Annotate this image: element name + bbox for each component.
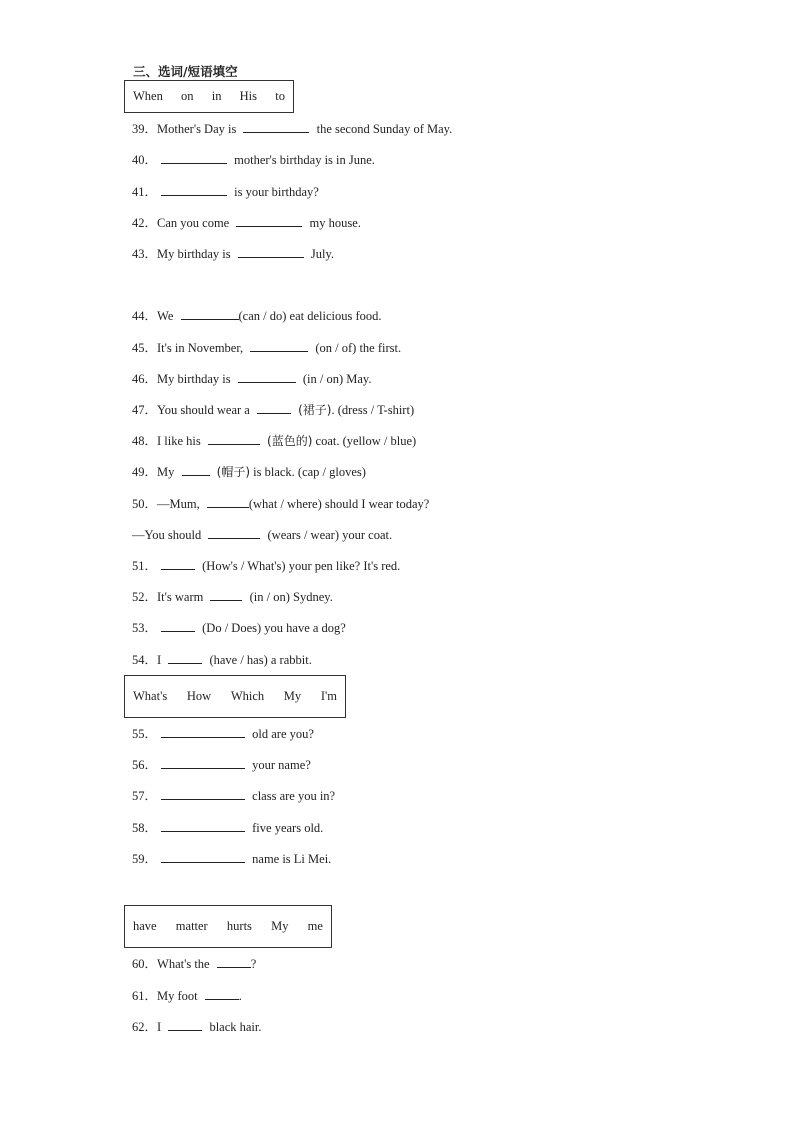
question-61	[132, 987, 242, 1005]
question-number: 45．	[132, 341, 158, 355]
question-43	[132, 245, 334, 263]
answer-blank[interactable]	[168, 1018, 202, 1031]
word-option: matter	[175, 919, 208, 933]
question-text: (what / where) should I wear today?	[248, 497, 430, 511]
question-53	[132, 619, 346, 637]
word-option: How	[186, 689, 212, 703]
question-number: 49．	[132, 465, 158, 479]
question-56	[132, 756, 311, 774]
question-41	[132, 183, 319, 201]
question-text: class are you in?	[252, 789, 336, 803]
question-number: 47．	[132, 403, 158, 417]
answer-blank[interactable]	[161, 725, 245, 738]
question-text: (in / on) Sydney.	[249, 590, 333, 604]
question-number: 53．	[132, 621, 158, 635]
question-number: 59．	[132, 852, 158, 866]
question-text: I	[157, 1020, 162, 1034]
word-option: in	[211, 89, 222, 103]
question-number: 60．	[132, 957, 158, 971]
question-number: 58．	[132, 821, 158, 835]
question-number: 54．	[132, 653, 158, 667]
answer-blank[interactable]	[161, 850, 245, 863]
question-54	[132, 651, 312, 669]
question-text: five years old.	[252, 821, 324, 835]
answer-blank[interactable]	[161, 183, 227, 196]
section-title: 三、选词/短语填空	[133, 64, 238, 79]
question-text: your name?	[252, 758, 311, 772]
question-text: is your birthday?	[234, 185, 319, 199]
answer-blank[interactable]	[161, 756, 245, 769]
question-text: mother's birthday is in June.	[234, 153, 375, 167]
question-text: Mother's Day is	[157, 122, 237, 136]
answer-blank[interactable]	[210, 588, 242, 601]
question-text: (on / of) the first.	[315, 341, 402, 355]
question-text: .	[238, 989, 242, 1003]
question-number: 48．	[132, 434, 158, 448]
question-50-response	[132, 526, 392, 544]
answer-blank[interactable]	[238, 245, 304, 258]
question-51	[132, 557, 400, 575]
question-number: 55．	[132, 727, 158, 741]
word-option: When	[133, 89, 163, 103]
question-text: (wears / wear) your coat.	[267, 528, 393, 542]
answer-blank[interactable]	[217, 955, 251, 968]
answer-blank[interactable]	[243, 120, 309, 133]
question-45	[132, 339, 401, 357]
word-option: on	[181, 89, 194, 103]
question-text: It's warm	[157, 590, 204, 604]
question-text: I	[157, 653, 162, 667]
answer-blank[interactable]	[236, 214, 302, 227]
word-option: What's	[133, 689, 168, 703]
chinese-hint: (蓝色的)	[267, 434, 313, 448]
chinese-hint: (裙子)	[298, 403, 332, 417]
question-text: (in / on) May.	[302, 372, 372, 386]
question-text: (can / do) eat delicious food.	[238, 309, 382, 323]
question-42	[132, 214, 361, 232]
word-box-3	[124, 905, 332, 948]
question-number: 62．	[132, 1020, 158, 1034]
question-48	[132, 432, 416, 450]
question-text: name is Li Mei.	[252, 852, 332, 866]
question-text: (Do / Does) you have a dog?	[202, 621, 346, 635]
question-number: 46．	[132, 372, 158, 386]
answer-blank[interactable]	[181, 307, 239, 320]
question-text: It's in November,	[157, 341, 244, 355]
question-number: 51．	[132, 559, 158, 573]
answer-blank[interactable]	[161, 557, 195, 570]
question-text: Can you come	[157, 216, 230, 230]
answer-blank[interactable]	[161, 787, 245, 800]
question-text: You should wear a	[157, 403, 250, 417]
question-60	[132, 955, 256, 973]
word-option: My	[283, 689, 302, 703]
question-text: . (dress / T-shirt)	[331, 403, 415, 417]
question-text: black hair.	[209, 1020, 262, 1034]
question-text: —You should	[132, 528, 202, 542]
answer-blank[interactable]	[250, 339, 308, 352]
question-39	[132, 120, 452, 138]
question-text: My birthday is	[157, 372, 231, 386]
question-text: (have / has) a rabbit.	[209, 653, 312, 667]
question-text: coat. (yellow / blue)	[312, 434, 417, 448]
answer-blank[interactable]	[168, 651, 202, 664]
question-text: the second Sunday of May.	[316, 122, 453, 136]
question-52	[132, 588, 333, 606]
answer-blank[interactable]	[238, 370, 296, 383]
question-59	[132, 850, 331, 868]
word-option: Which	[230, 689, 265, 703]
question-40	[132, 151, 375, 169]
question-number: 40．	[132, 153, 158, 167]
word-box-1	[124, 80, 294, 113]
question-text: My	[157, 465, 175, 479]
answer-blank[interactable]	[161, 619, 195, 632]
question-50	[132, 495, 429, 513]
answer-blank[interactable]	[161, 819, 245, 832]
word-option: me	[307, 919, 323, 933]
question-number: 56．	[132, 758, 158, 772]
question-text: is black. (cap / gloves)	[250, 465, 366, 479]
word-option: I'm	[320, 689, 337, 703]
question-number: 42．	[132, 216, 158, 230]
question-text: my house.	[309, 216, 361, 230]
question-text: My foot	[157, 989, 198, 1003]
question-number: 52．	[132, 590, 158, 604]
question-58	[132, 819, 323, 837]
question-57	[132, 787, 335, 805]
question-text: ?	[250, 957, 257, 971]
answer-blank[interactable]	[208, 432, 260, 445]
question-text: old are you?	[252, 727, 314, 741]
answer-blank[interactable]	[161, 151, 227, 164]
word-option: to	[275, 89, 285, 103]
question-number: 44．	[132, 309, 158, 323]
answer-blank[interactable]	[208, 526, 260, 539]
word-option: His	[239, 89, 258, 103]
question-47	[132, 401, 414, 419]
answer-blank[interactable]	[207, 495, 249, 508]
question-text: July.	[310, 247, 335, 261]
answer-blank[interactable]	[182, 463, 210, 476]
question-text: We	[157, 309, 174, 323]
answer-blank[interactable]	[205, 987, 239, 1000]
answer-blank[interactable]	[257, 401, 291, 414]
question-49	[132, 463, 366, 481]
question-text: My birthday is	[157, 247, 231, 261]
word-option: have	[133, 919, 157, 933]
question-number: 50．	[132, 497, 158, 511]
question-number: 57．	[132, 789, 158, 803]
question-62	[132, 1018, 262, 1036]
question-46	[132, 370, 372, 388]
question-number: 41．	[132, 185, 158, 199]
question-text: I like his	[157, 434, 201, 448]
question-44	[132, 307, 382, 325]
chinese-hint: (帽子)	[216, 465, 251, 479]
word-box-2	[124, 675, 346, 718]
word-option: My	[271, 919, 289, 933]
word-option: hurts	[226, 919, 252, 933]
question-text: What's the	[157, 957, 210, 971]
question-text: (How's / What's) your pen like? It's red.	[202, 559, 401, 573]
question-number: 43．	[132, 247, 158, 261]
question-number: 61．	[132, 989, 158, 1003]
question-number: 39．	[132, 122, 158, 136]
question-text: —Mum,	[157, 497, 200, 511]
question-55	[132, 725, 314, 743]
